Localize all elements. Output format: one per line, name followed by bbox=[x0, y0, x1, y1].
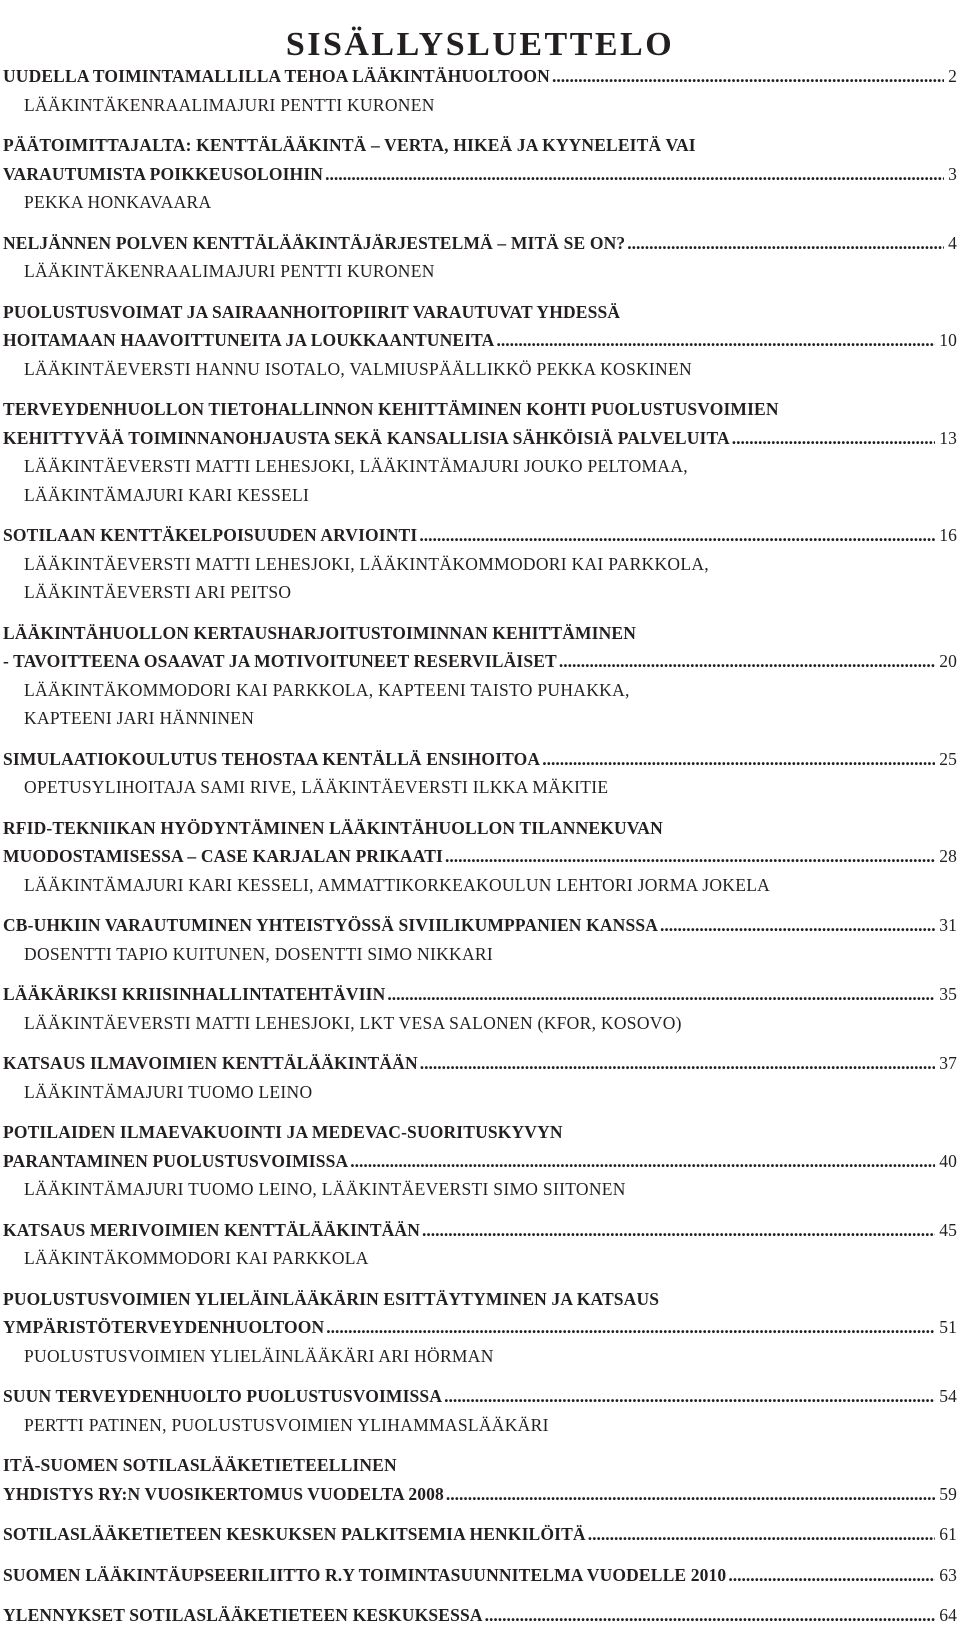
dot-leader bbox=[446, 1480, 935, 1509]
toc-entry[interactable] bbox=[0, 1049, 960, 1106]
toc-entry-title-text: YLENNYKSET SOTILASLÄÄKETIETEEN KESKUKSESSA bbox=[3, 1605, 483, 1625]
toc-entry-title-text: PARANTAMINEN PUOLUSTUSVOIMISSA bbox=[3, 1150, 349, 1171]
toc-entry-title-text: SUOMEN LÄÄKINTÄUPSEERILIITTO R.Y TOIMINTASUUNNITELMA VUODELLE 2010 bbox=[3, 1564, 727, 1585]
toc-entry-title-text: LÄÄKÄRIKSI KRIISINHALLINTATEHTÄVIIN bbox=[3, 984, 386, 1004]
dot-leader bbox=[444, 1382, 935, 1411]
toc-entry-title-text: KEHITTYVÄÄ TOIMINNANOHJAUSTA SEKÄ KANSALLISIA SÄHKÖISIÄ PALVELUITA bbox=[3, 427, 730, 448]
toc-entry-author: PUOLUSTUSVOIMIEN YLIELÄINLÄÄKÄRI ARI HÖRMAN bbox=[24, 1345, 494, 1366]
toc-entry[interactable] bbox=[0, 1118, 960, 1204]
toc-entry-title bbox=[0, 814, 960, 843]
toc-entry-author: LÄÄKINTÄKENRAALIMAJURI PENTTI KURONEN bbox=[24, 94, 435, 115]
toc-page-number: 28 bbox=[939, 846, 957, 866]
toc-page-number: 35 bbox=[939, 984, 957, 1004]
toc-entry-title bbox=[0, 424, 960, 453]
toc-entry[interactable] bbox=[0, 521, 960, 607]
toc-entry-author: LÄÄKINTÄEVERSTI MATTI LEHESJOKI, LÄÄKINTÄMAJURI JOUKO PELTOMAA, bbox=[24, 456, 688, 476]
toc-page-number: 61 bbox=[939, 1524, 957, 1544]
toc-entry[interactable] bbox=[0, 1382, 960, 1439]
toc-entry-author: LÄÄKINTÄMAJURI TUOMO LEINO, LÄÄKINTÄEVERSTI SIMO SIITONEN bbox=[24, 1179, 626, 1199]
dot-leader bbox=[660, 911, 935, 940]
toc-entry-author: LÄÄKINTÄMAJURI TUOMO LEINO bbox=[24, 1081, 313, 1102]
toc-entry-author: LÄÄKINTÄKOMMODORI KAI PARKKOLA, KAPTEENI TAISTO PUHAKKA, bbox=[24, 679, 630, 700]
toc-page-number: 16 bbox=[939, 525, 957, 545]
toc-entry-author: LÄÄKINTÄEVERSTI MATTI LEHESJOKI, LKT VESA SALONEN (KFOR, KOSOVO) bbox=[24, 1012, 682, 1033]
dot-leader bbox=[542, 745, 935, 774]
toc-entry-title bbox=[0, 160, 960, 189]
toc-entry-title-text: SUUN TERVEYDENHUOLTO PUOLUSTUSVOIMISSA bbox=[3, 1386, 443, 1406]
toc-page-number: 40 bbox=[939, 1150, 957, 1171]
toc-entry-author: LÄÄKINTÄEVERSTI ARI PEITSO bbox=[24, 582, 292, 602]
toc-entry-title bbox=[0, 298, 960, 327]
toc-entry-title-text: PUOLUSTUSVOIMIEN YLIELÄINLÄÄKÄRIN ESITTÄYTYMINEN JA KATSAUS bbox=[3, 1288, 660, 1309]
table-of-contents bbox=[0, 62, 960, 1642]
toc-entry-title bbox=[0, 911, 960, 940]
toc-entry-title bbox=[0, 1285, 960, 1314]
toc-entry-title-text: SOTILAAN KENTTÄKELPOISUUDEN ARVIOINTI bbox=[3, 525, 418, 545]
toc-entry-title bbox=[0, 1480, 960, 1509]
toc-entry-title-text: ITÄ-SUOMEN SOTILASLÄÄKETIETEELLINEN bbox=[3, 1455, 397, 1475]
toc-entry[interactable] bbox=[0, 62, 960, 119]
toc-entry[interactable] bbox=[0, 1561, 960, 1590]
toc-page-number: 20 bbox=[939, 651, 957, 671]
toc-entry-title-text: UUDELLA TOIMINTAMALLILLA TEHOA LÄÄKINTÄHUOLTOON bbox=[3, 66, 550, 86]
toc-page-number: 13 bbox=[939, 427, 957, 448]
toc-entry-title bbox=[0, 1601, 960, 1630]
dot-leader bbox=[485, 1601, 936, 1630]
toc-entry-title-text: PUOLUSTUSVOIMAT JA SAIRAANHOITOPIIRIT VARAUTUVAT YHDESSÄ bbox=[3, 301, 621, 322]
dot-leader bbox=[350, 1147, 935, 1176]
toc-entry-title-text: KATSAUS MERIVOIMIEN KENTTÄLÄÄKINTÄÄN bbox=[3, 1219, 421, 1240]
toc-entry-title bbox=[0, 1451, 960, 1480]
toc-page-number: 45 bbox=[939, 1219, 957, 1240]
toc-entry-title bbox=[0, 62, 960, 91]
toc-page-number: 3 bbox=[948, 163, 957, 184]
toc-entry[interactable] bbox=[0, 1520, 960, 1549]
toc-entry-author: LÄÄKINTÄEVERSTI HANNU ISOTALO, VALMIUSPÄÄLLIKKÖ PEKKA KOSKINEN bbox=[24, 358, 692, 379]
toc-entry[interactable] bbox=[0, 298, 960, 384]
toc-entry-title-text: CB-UHKIIN VARAUTUMINEN YHTEISTYÖSSÄ SIVIILIKUMPPANIEN KANSSA bbox=[3, 915, 658, 935]
toc-entry-title-text: HOITAMAAN HAAVOITTUNEITA JA LOUKKAANTUNEITA bbox=[3, 330, 495, 350]
toc-entry[interactable] bbox=[0, 1216, 960, 1273]
toc-page-number: 4 bbox=[948, 232, 957, 253]
toc-page-number: 31 bbox=[939, 915, 957, 935]
toc-entry-author: KAPTEENI JARI HÄNNINEN bbox=[24, 708, 255, 728]
toc-entry[interactable] bbox=[0, 1601, 960, 1630]
dot-leader bbox=[588, 1520, 935, 1549]
toc-entry-author: OPETUSYLIHOITAJA SAMI RIVE, LÄÄKINTÄEVERSTI ILKKA MÄKITIE bbox=[24, 777, 609, 797]
toc-entry-title-text: KATSAUS ILMAVOIMIEN KENTTÄLÄÄKINTÄÄN bbox=[3, 1053, 418, 1073]
toc-entry-title bbox=[0, 1118, 960, 1147]
toc-entry-title-text: YMPÄRISTÖTERVEYDENHUOLTOON bbox=[3, 1317, 325, 1337]
dot-leader bbox=[420, 1049, 935, 1078]
toc-entry-title-text: MUODOSTAMISESSA – CASE KARJALAN PRIKAATI bbox=[3, 846, 443, 866]
toc-entry[interactable] bbox=[0, 131, 960, 217]
toc-page-number: 63 bbox=[939, 1564, 957, 1585]
dot-leader bbox=[325, 160, 944, 189]
toc-page-number: 54 bbox=[939, 1386, 957, 1406]
toc-entry-title bbox=[0, 1382, 960, 1411]
toc-entry-author: LÄÄKINTÄMAJURI KARI KESSELI bbox=[24, 484, 310, 505]
toc-entry-title bbox=[0, 619, 960, 648]
dot-leader bbox=[552, 62, 944, 91]
toc-entry-title-text: SOTILASLÄÄKETIETEEN KESKUKSEN PALKITSEMIA HENKILÖITÄ bbox=[3, 1524, 586, 1544]
toc-entry-title-text: TERVEYDENHUOLLON TIETOHALLINNON KEHITTÄMINEN KOHTI PUOLUSTUSVOIMIEN bbox=[3, 399, 779, 419]
dot-leader bbox=[387, 980, 935, 1009]
toc-entry-title-text: POTILAIDEN ILMAEVAKUOINTI JA MEDEVAC-SUORITUSKYVYN bbox=[3, 1122, 563, 1142]
toc-page-number: 51 bbox=[939, 1317, 957, 1337]
toc-entry-author: LÄÄKINTÄKOMMODORI KAI PARKKOLA bbox=[24, 1248, 369, 1268]
toc-entry-author: DOSENTTI TAPIO KUITUNEN, DOSENTTI SIMO NIKKARI bbox=[24, 943, 493, 964]
toc-entry-title-text: LÄÄKINTÄHUOLLON KERTAUSHARJOITUSTOIMINNAN KEHITTÄMINEN bbox=[3, 622, 637, 643]
toc-entry-title bbox=[0, 1216, 960, 1245]
toc-entry[interactable] bbox=[0, 229, 960, 286]
dot-leader bbox=[728, 1561, 935, 1590]
dot-leader bbox=[422, 1216, 935, 1245]
toc-entry-title-text: NELJÄNNEN POLVEN KENTTÄLÄÄKINTÄJÄRJESTELMÄ – MITÄ SE ON? bbox=[3, 232, 626, 253]
toc-entry-title bbox=[0, 745, 960, 774]
toc-page-number: 2 bbox=[948, 66, 957, 86]
toc-page-number: 64 bbox=[939, 1605, 957, 1625]
toc-entry-title-text: PÄÄTOIMITTAJALTA: KENTTÄLÄÄKINTÄ – VERTA, HIKEÄ JA KYYNELEITÄ VAI bbox=[3, 135, 696, 155]
toc-page-number: 59 bbox=[939, 1483, 957, 1504]
dot-leader bbox=[559, 647, 935, 676]
dot-leader bbox=[445, 842, 935, 871]
toc-entry-title bbox=[0, 1147, 960, 1176]
toc-entry-title bbox=[0, 1313, 960, 1342]
toc-entry[interactable] bbox=[0, 745, 960, 802]
toc-entry-title-text: RFID-TEKNIIKAN HYÖDYNTÄMINEN LÄÄKINTÄHUOLLON TILANNEKUVAN bbox=[3, 817, 663, 838]
toc-entry[interactable] bbox=[0, 619, 960, 733]
toc-entry-title bbox=[0, 842, 960, 871]
toc-page-number: 25 bbox=[939, 748, 957, 769]
toc-entry-title bbox=[0, 1561, 960, 1590]
toc-entry-author: LÄÄKINTÄEVERSTI MATTI LEHESJOKI, LÄÄKINTÄKOMMODORI KAI PARKKOLA, bbox=[24, 553, 709, 574]
toc-page-number: 10 bbox=[939, 330, 957, 350]
dot-leader bbox=[419, 521, 935, 550]
toc-entry-title bbox=[0, 229, 960, 258]
toc-entry[interactable] bbox=[0, 911, 960, 968]
toc-entry-title-text: SIMULAATIOKOULUTUS TEHOSTAA KENTÄLLÄ ENSIHOITOA bbox=[3, 748, 541, 769]
toc-entry-title-text: VARAUTUMISTA POIKKEUSOLOIHIN bbox=[3, 163, 324, 184]
toc-entry-title-text: - TAVOITTEENA OSAAVAT JA MOTIVOITUNEET RESERVILÄISET bbox=[3, 651, 557, 671]
page-title: SISÄLLYSLUETTELO bbox=[285, 25, 675, 63]
toc-entry[interactable] bbox=[0, 395, 960, 509]
toc-entry[interactable] bbox=[0, 1451, 960, 1508]
dot-leader bbox=[732, 424, 935, 453]
toc-entry-title bbox=[0, 326, 960, 355]
toc-page-number: 37 bbox=[939, 1053, 957, 1073]
toc-entry-author: PEKKA HONKAVAARA bbox=[24, 192, 212, 212]
dot-leader bbox=[326, 1313, 935, 1342]
toc-entry[interactable] bbox=[0, 814, 960, 900]
toc-entry-author: LÄÄKINTÄMAJURI KARI KESSELI, AMMATTIKORKEAKOULUN LEHTORI JORMA JOKELA bbox=[24, 874, 771, 895]
dot-leader bbox=[496, 326, 935, 355]
toc-entry-title bbox=[0, 131, 960, 160]
toc-entry-author: LÄÄKINTÄKENRAALIMAJURI PENTTI KURONEN bbox=[24, 261, 435, 281]
toc-entry-title bbox=[0, 980, 960, 1009]
toc-entry-title bbox=[0, 395, 960, 424]
toc-entry-author: PERTTI PATINEN, PUOLUSTUSVOIMIEN YLIHAMMASLÄÄKÄRI bbox=[24, 1414, 549, 1435]
dot-leader bbox=[627, 229, 944, 258]
toc-entry[interactable] bbox=[0, 980, 960, 1037]
toc-entry-title bbox=[0, 647, 960, 676]
toc-entry-title bbox=[0, 521, 960, 550]
toc-entry-title bbox=[0, 1049, 960, 1078]
toc-entry-title-text: YHDISTYS RY:N VUOSIKERTOMUS VUODELTA 2008 bbox=[3, 1483, 444, 1504]
toc-entry[interactable] bbox=[0, 1285, 960, 1371]
toc-entry-title bbox=[0, 1520, 960, 1549]
